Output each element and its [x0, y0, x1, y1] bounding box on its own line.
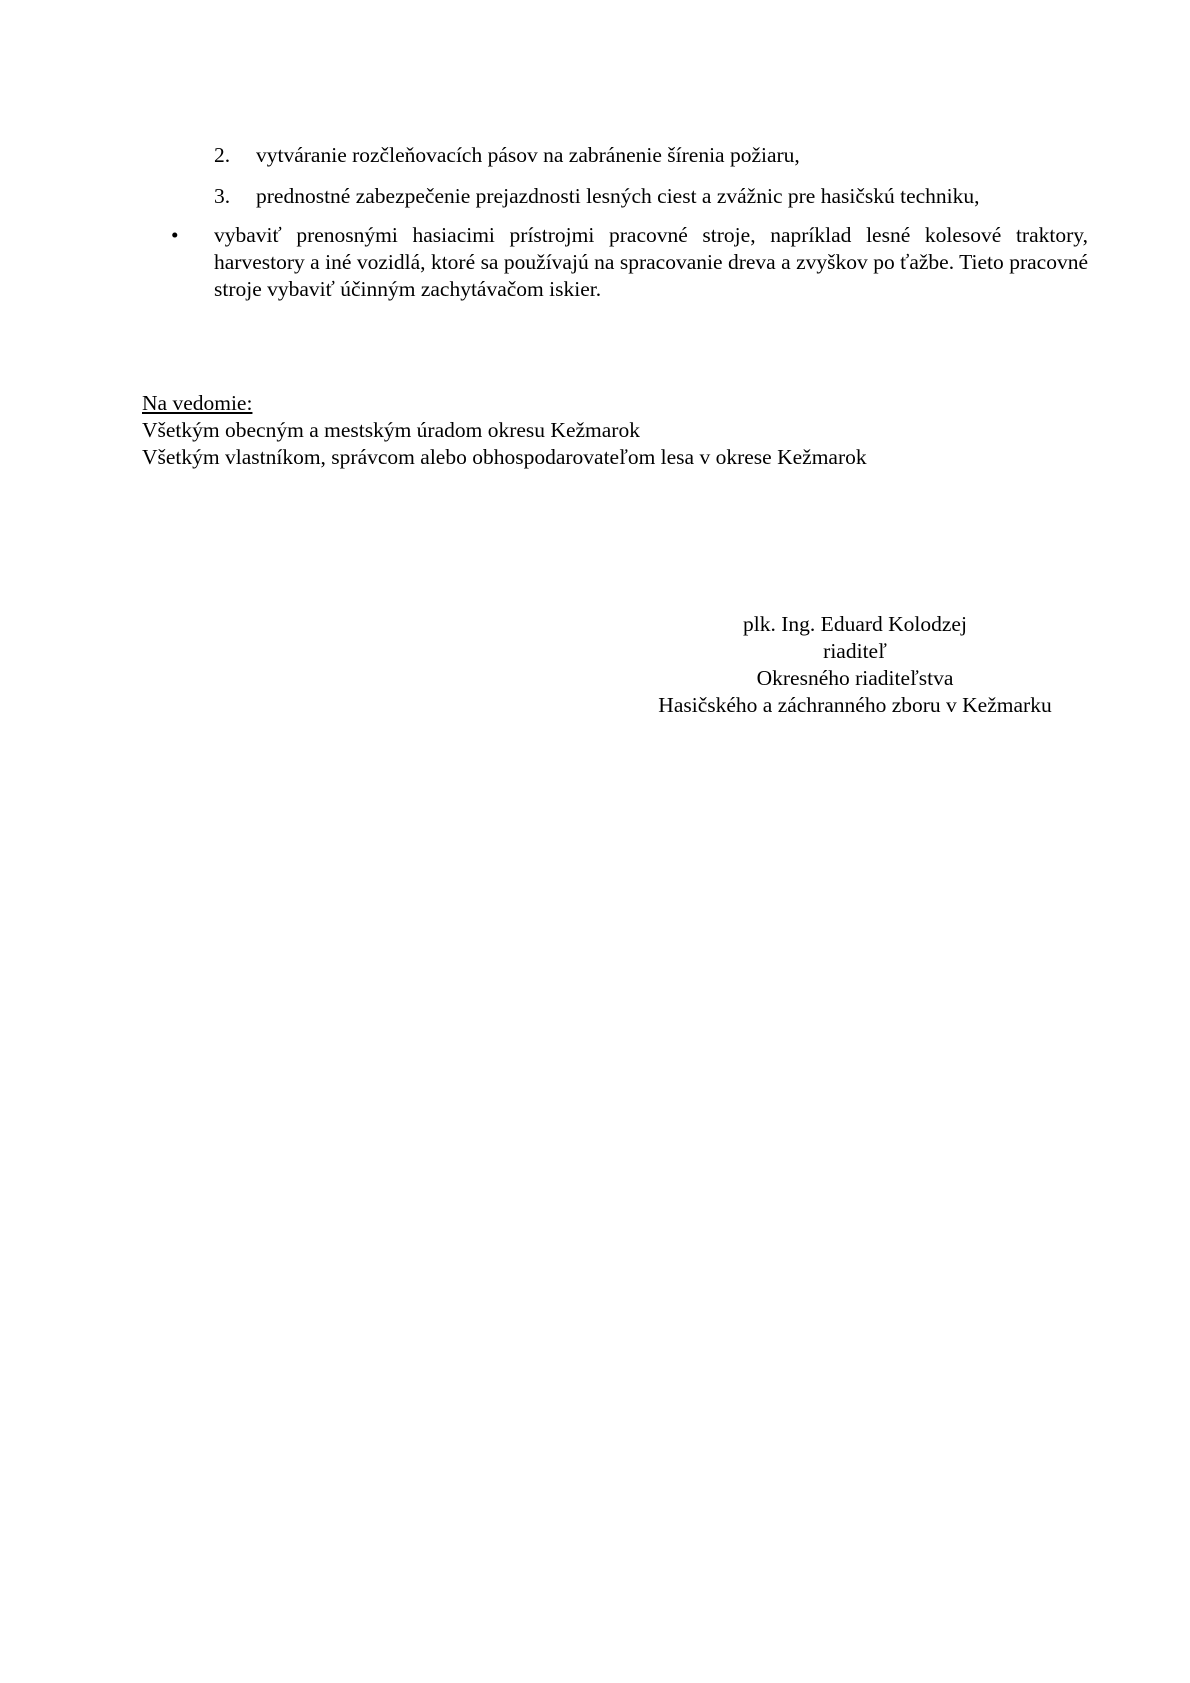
signatory-name: plk. Ing. Eduard Kolodzej — [743, 612, 967, 636]
bullet-item — [171, 222, 1088, 303]
signatory-organization-line-1: Okresného riaditeľstva — [756, 666, 954, 690]
signature-block — [590, 611, 1120, 719]
list-item-text: prednostné zabezpečenie prejazdnosti lesných ciest a zvážnic pre hasičskú techniku, — [256, 184, 980, 208]
bullet-symbol: • — [171, 223, 179, 247]
list-item-text: vytváranie rozčleňovacích pásov na zabránenie šírenia požiaru, — [256, 143, 800, 167]
signatory-title: riaditeľ — [823, 639, 887, 663]
notice-recipient-2: Všetkým vlastníkom, správcom alebo obhospodarovateľom lesa v okrese Kežmarok — [142, 445, 867, 469]
signatory-organization-line-2: Hasičského a záchranného zboru v Kežmarku — [658, 693, 1052, 717]
notice-recipient-1: Všetkým obecným a mestským úradom okresu Kežmarok — [142, 418, 640, 442]
bullet-item-text: vybaviť prenosnými hasiacimi prístrojmi pracovné stroje, napríklad lesné kolesové traktory, harvestory a iné vozidlá, ktoré sa používajú na spracovanie dreva a zvyškov po ťažbe. Tieto pracovné stroje vybaviť účinným zachytávačom iskier. — [214, 223, 1088, 301]
list-item-number: 2. — [214, 143, 231, 167]
notice-heading: Na vedomie: — [142, 391, 253, 415]
list-item-number: 3. — [214, 184, 231, 208]
notice-block — [142, 390, 1042, 471]
list-item-2 — [214, 142, 1094, 169]
list-item-3 — [214, 183, 1094, 210]
